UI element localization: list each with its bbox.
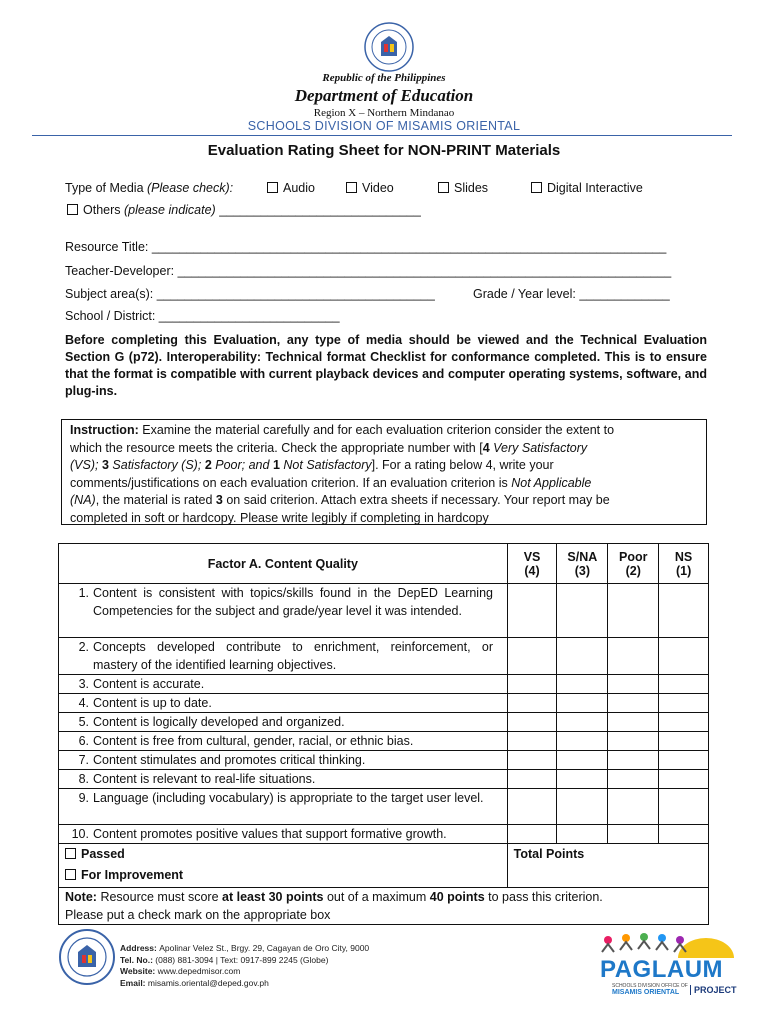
media-type-row	[65, 181, 233, 195]
rating-cell[interactable]	[507, 770, 557, 789]
paglaum-project-logo	[598, 930, 737, 1000]
paglaum-sub1: SCHOOLS DIVISION OFFICE OF	[612, 983, 688, 989]
factor-header: Factor A. Content Quality	[59, 544, 508, 584]
rating-cell[interactable]	[557, 584, 608, 638]
rating-cell[interactable]	[659, 751, 709, 770]
rating-cell[interactable]	[608, 694, 659, 713]
result-row	[59, 844, 709, 888]
checkbox-icon[interactable]	[531, 182, 542, 193]
criterion-text: Content stimulates and promotes critical thinking.	[93, 753, 366, 767]
checkbox-icon[interactable]	[438, 182, 449, 193]
criterion-text: Content is relevant to real-life situations.	[93, 772, 316, 786]
paglaum-project: PROJECT	[690, 985, 737, 995]
rating-cell[interactable]	[608, 638, 659, 675]
rating-cell[interactable]	[507, 732, 557, 751]
criterion-text: Content is accurate.	[93, 677, 205, 691]
paglaum-figures-icon	[598, 930, 734, 958]
others-input-line[interactable]: _____________________________	[219, 203, 421, 217]
region-line: Region X – Northern Mindanao	[313, 107, 455, 119]
rating-cell[interactable]	[557, 732, 608, 751]
rating-cell[interactable]	[507, 789, 557, 825]
teacher-developer-field[interactable]: Teacher-Developer: _______________________________________________________________________	[65, 264, 672, 278]
table-row: 8. Content is relevant to real-life situations.	[59, 770, 709, 789]
rating-cell[interactable]	[507, 638, 557, 675]
rating-cell[interactable]	[557, 770, 608, 789]
media-hint: (Please check):	[147, 181, 234, 195]
table-row: 3. Content is accurate.	[59, 675, 709, 694]
intro-paragraph: Before completing this Evaluation, any type of media should be viewed and the Technical Evaluation Section G (p72). Interoperability: Technical format Checklist for conformance completed. This is to ensure that the format is compatible with current playback devices and computer operating systems, software, and plug-ins.	[65, 333, 707, 398]
rating-cell[interactable]	[608, 751, 659, 770]
media-option-others[interactable]: Others (please indicate) _____________________________	[67, 203, 421, 217]
media-label: Type of Media	[65, 181, 144, 195]
rating-cell[interactable]	[659, 770, 709, 789]
table-row: 9. Language (including vocabulary) is appropriate to the target user level.	[59, 789, 709, 825]
checkbox-icon[interactable]	[65, 848, 76, 859]
media-option-audio[interactable]: Audio	[267, 181, 315, 195]
col-vs: VS (4)	[507, 544, 557, 584]
media-option-slides[interactable]: Slides	[438, 181, 488, 195]
rating-cell[interactable]	[659, 825, 709, 844]
rating-cell[interactable]	[507, 694, 557, 713]
grade-level-field[interactable]: Grade / Year level: _____________	[473, 287, 670, 301]
rating-cell[interactable]	[659, 789, 709, 825]
rating-cell[interactable]	[507, 713, 557, 732]
header-divider	[32, 135, 732, 136]
rating-cell[interactable]	[608, 713, 659, 732]
rating-cell[interactable]	[659, 732, 709, 751]
checkbox-icon[interactable]	[346, 182, 357, 193]
table-row: 1. Content is consistent with topics/skills found in the DepED Learning Competencies for the subject and grade/year level it was intended.	[59, 584, 709, 638]
rating-cell[interactable]	[608, 732, 659, 751]
rating-table	[58, 543, 709, 925]
table-header-row	[59, 544, 709, 584]
department-name: Department of Education	[294, 86, 474, 105]
col-poor: Poor (2)	[608, 544, 659, 584]
improvement-option[interactable]: For Improvement	[65, 865, 503, 886]
rating-cell[interactable]	[659, 713, 709, 732]
resource-title-field[interactable]: Resource Title: __________________________________________________________________________	[65, 240, 667, 254]
checkbox-icon[interactable]	[267, 182, 278, 193]
paglaum-wordmark: PAGLAUM	[600, 956, 724, 983]
passed-option[interactable]: Passed	[65, 844, 503, 865]
rating-cell[interactable]	[557, 789, 608, 825]
criterion-text: Content is logically developed and organized.	[93, 715, 345, 729]
col-ns: NS (1)	[659, 544, 709, 584]
table-row: 10. Content promotes positive values that support formative growth.	[59, 825, 709, 844]
criterion-text: Content is free from cultural, gender, racial, or ethnic bias.	[93, 734, 414, 748]
rating-cell[interactable]	[659, 584, 709, 638]
total-points-cell[interactable]: Total Points	[507, 844, 708, 888]
col-sna: S/NA (3)	[557, 544, 608, 584]
rating-cell[interactable]	[659, 694, 709, 713]
deped-seal-logo	[364, 22, 414, 72]
rating-cell[interactable]	[507, 584, 557, 638]
rating-cell[interactable]	[659, 638, 709, 675]
rating-cell[interactable]	[659, 675, 709, 694]
paglaum-sub2: MISAMIS ORIENTAL	[612, 989, 680, 996]
table-row: 2. Concepts developed contribute to enrichment, reinforcement, or mastery of the identified learning objectives.	[59, 638, 709, 675]
footer-contact: Address: Apolinar Velez St., Brgy. 29, Cagayan de Oro City, 9000 Tel. No.: (088) 881-3094 | Text: 0917-899 2245 (Globe) Website: www.depedmisor.com Email: misamis.oriental@deped.gov.ph	[120, 943, 370, 988]
criterion-text: Content promotes positive values that support formative growth.	[93, 827, 447, 841]
rating-cell[interactable]	[608, 584, 659, 638]
checkbox-icon[interactable]	[65, 869, 76, 880]
rating-cell[interactable]	[608, 675, 659, 694]
rating-cell[interactable]	[557, 751, 608, 770]
rating-cell[interactable]	[557, 694, 608, 713]
rating-cell[interactable]	[557, 675, 608, 694]
rating-cell[interactable]	[507, 675, 557, 694]
media-option-digital-interactive[interactable]: Digital Interactive	[531, 181, 643, 195]
rating-cell[interactable]	[608, 825, 659, 844]
note-cell: Note: Resource must score at least 30 points out of a maximum 40 points to pass this criterion. Please put a check mark on the appropriate box	[59, 888, 709, 925]
table-row: 7. Content stimulates and promotes critical thinking.	[59, 751, 709, 770]
rating-cell[interactable]	[507, 825, 557, 844]
criterion-text: Language (including vocabulary) is appropriate to the target user level.	[93, 791, 484, 805]
division-line: SCHOOLS DIVISION OF MISAMIS ORIENTAL	[247, 119, 521, 133]
rating-cell[interactable]	[608, 770, 659, 789]
document-title: Evaluation Rating Sheet for NON-PRINT Materials	[207, 142, 561, 159]
table-row: 4. Content is up to date.	[59, 694, 709, 713]
instruction-box: Instruction: Examine the material carefully and for each evaluation criterion consider the extent to which the resource meets the criteria. Check the appropriate number with [4 Very Satisfactory (VS); 3 Satisfactory (S); 2 Poor; and 1 Not Satisfactory]. For a rating below 4, write your comments/justifications on each evaluation criterion. If an evaluation criterion is Not Applicable (NA), the material is rated 3 on said criterion. Attach extra sheets if necessary. Your report may be completed in soft or hardcopy. Please write legibly if completing in hardcopy	[61, 419, 707, 525]
republic-line: Republic of the Philippines	[322, 72, 446, 84]
rating-cell[interactable]	[557, 638, 608, 675]
division-seal-logo	[58, 928, 116, 986]
criterion-text: Content is up to date.	[93, 696, 212, 710]
checkbox-icon[interactable]	[67, 204, 78, 215]
table-row: 5. Content is logically developed and organized.	[59, 713, 709, 732]
rating-cell[interactable]	[608, 789, 659, 825]
table-row: 6. Content is free from cultural, gender, racial, or ethnic bias.	[59, 732, 709, 751]
rating-cell[interactable]	[557, 713, 608, 732]
school-district-field[interactable]: School / District: __________________________	[65, 309, 340, 323]
note-row	[59, 888, 709, 925]
media-option-video[interactable]: Video	[346, 181, 394, 195]
subject-area-field[interactable]: Subject area(s): ________________________________________	[65, 287, 435, 301]
criterion-text: Content is consistent with topics/skills found in the DepED Learning Competencies for the subject and grade/year level it was intended.	[93, 586, 493, 618]
criterion-text: Concepts developed contribute to enrichment, reinforcement, or mastery of the identified learning objectives.	[93, 640, 493, 672]
rating-cell[interactable]	[507, 751, 557, 770]
rating-cell[interactable]	[557, 825, 608, 844]
